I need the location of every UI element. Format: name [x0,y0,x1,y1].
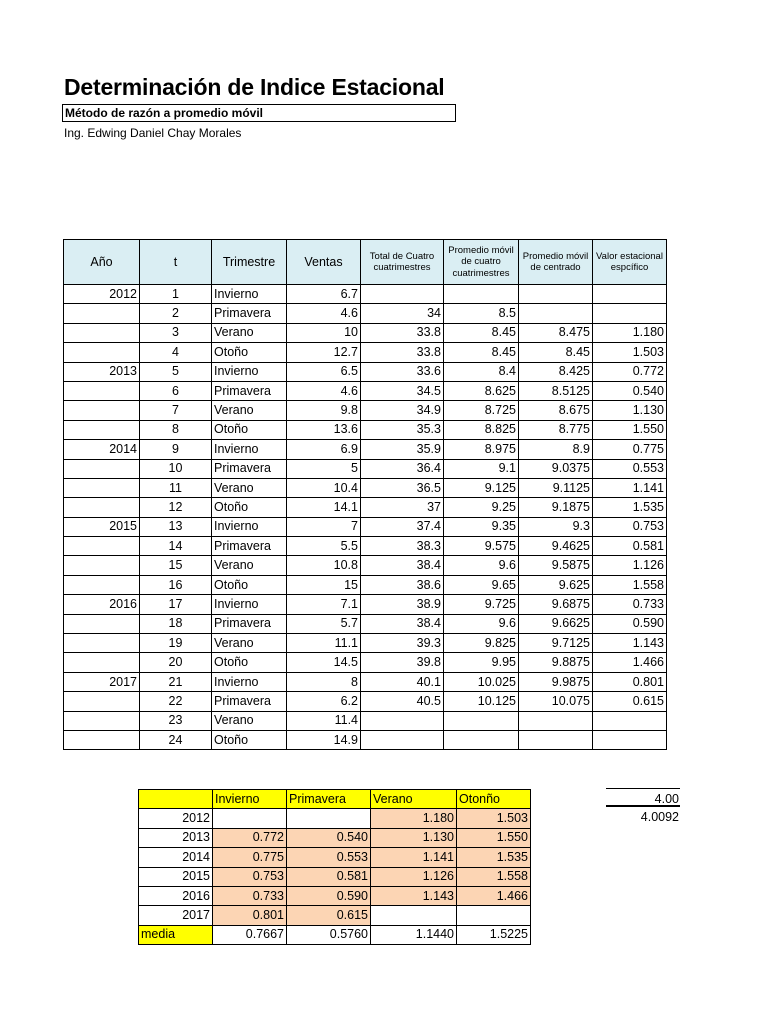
cell-valor-estacional: 1.503 [593,343,667,362]
summary-row [139,906,531,925]
cell-t: 11 [140,478,212,497]
cell-total-cuatro: 38.6 [361,575,444,594]
cell-valor-estacional: 1.143 [593,634,667,653]
cell-trimestre: Verano [212,634,287,653]
cell-total-cuatro: 40.5 [361,692,444,711]
cell-ventas: 6.9 [287,440,361,459]
cell-t: 20 [140,653,212,672]
cell-promedio-movil: 9.35 [444,517,519,536]
mean-primavera: 0.5760 [287,925,371,944]
cell-promedio-movil: 9.1 [444,459,519,478]
cell-ventas: 10.8 [287,556,361,575]
table-row [64,381,667,400]
cell-valor-estacional: 0.590 [593,614,667,633]
table-row [64,537,667,556]
cell-promedio-centrado: 9.1125 [519,478,593,497]
summary-year: 2013 [139,828,213,847]
cell-t: 9 [140,440,212,459]
summary-otono: 1.558 [457,867,531,886]
cell-ventas: 7.1 [287,595,361,614]
cell-valor-estacional [593,304,667,323]
cell-ano: 2013 [64,362,140,381]
cell-ventas: 5 [287,459,361,478]
seasonal-sum-exact: 4.0092 [640,810,679,824]
cell-promedio-movil [444,711,519,730]
cell-trimestre: Primavera [212,381,287,400]
cell-promedio-centrado: 9.5875 [519,556,593,575]
cell-valor-estacional [593,711,667,730]
cell-trimestre: Verano [212,323,287,342]
header-ventas: Ventas [287,240,361,285]
cell-promedio-centrado: 9.0375 [519,459,593,478]
cell-valor-estacional: 1.130 [593,401,667,420]
cell-promedio-movil: 9.125 [444,478,519,497]
cell-valor-estacional: 0.801 [593,672,667,691]
cell-valor-estacional: 0.733 [593,595,667,614]
summary-invierno: 0.753 [213,867,287,886]
cell-promedio-centrado: 9.4625 [519,537,593,556]
table-row [64,653,667,672]
table-row [64,517,667,536]
cell-trimestre: Primavera [212,304,287,323]
cell-total-cuatro: 39.8 [361,653,444,672]
cell-ano [64,459,140,478]
cell-t: 15 [140,556,212,575]
cell-ano [64,323,140,342]
cell-ano [64,556,140,575]
cell-promedio-centrado: 9.1875 [519,498,593,517]
cell-valor-estacional: 1.535 [593,498,667,517]
cell-ano [64,653,140,672]
cell-ventas: 6.2 [287,692,361,711]
cell-promedio-centrado: 9.8875 [519,653,593,672]
cell-total-cuatro [361,730,444,749]
cell-promedio-movil: 8.825 [444,420,519,439]
cell-t: 4 [140,343,212,362]
summary-header-otono: Otonño [457,790,531,809]
summary-invierno: 0.733 [213,886,287,905]
cell-trimestre: Verano [212,401,287,420]
summary-invierno: 0.775 [213,848,287,867]
cell-trimestre: Primavera [212,614,287,633]
cell-ventas: 7 [287,517,361,536]
summary-verano: 1.180 [371,809,457,828]
cell-t: 17 [140,595,212,614]
table-row [64,285,667,304]
summary-row [139,886,531,905]
cell-valor-estacional: 0.753 [593,517,667,536]
cell-ano [64,304,140,323]
cell-t: 16 [140,575,212,594]
cell-t: 12 [140,498,212,517]
summary-invierno [213,809,287,828]
page-title: Determinación de Indice Estacional [64,74,445,100]
summary-year: 2017 [139,906,213,925]
header-promedio-centrado: Promedio móvil de centrado [519,240,593,285]
cell-trimestre: Verano [212,478,287,497]
table-row [64,498,667,517]
cell-total-cuatro: 38.9 [361,595,444,614]
cell-promedio-movil: 8.625 [444,381,519,400]
cell-total-cuatro: 38.4 [361,614,444,633]
summary-row [139,828,531,847]
table-row [64,692,667,711]
mean-verano: 1.1440 [371,925,457,944]
cell-promedio-centrado: 10.075 [519,692,593,711]
table-row [64,575,667,594]
cell-trimestre: Invierno [212,440,287,459]
table-row [64,711,667,730]
cell-ano [64,711,140,730]
cell-promedio-centrado [519,304,593,323]
cell-promedio-movil: 9.25 [444,498,519,517]
cell-ventas: 13.6 [287,420,361,439]
table-row [64,343,667,362]
table-row [64,323,667,342]
cell-ano: 2017 [64,672,140,691]
cell-valor-estacional: 1.141 [593,478,667,497]
cell-ventas: 5.7 [287,614,361,633]
header-valor-estacional: Valor estacional espcífico [593,240,667,285]
summary-verano: 1.141 [371,848,457,867]
cell-trimestre: Otoño [212,498,287,517]
cell-total-cuatro: 38.3 [361,537,444,556]
cell-promedio-movil: 10.025 [444,672,519,691]
cell-t: 1 [140,285,212,304]
cell-ano [64,401,140,420]
cell-total-cuatro: 38.4 [361,556,444,575]
summary-otono: 1.535 [457,848,531,867]
summary-primavera: 0.590 [287,886,371,905]
seasonal-summary-table [138,789,531,945]
cell-total-cuatro: 33.8 [361,343,444,362]
cell-promedio-centrado: 8.475 [519,323,593,342]
summary-year: 2016 [139,886,213,905]
cell-trimestre: Invierno [212,672,287,691]
cell-total-cuatro: 36.4 [361,459,444,478]
summary-year: 2014 [139,848,213,867]
cell-trimestre: Invierno [212,362,287,381]
cell-total-cuatro: 33.6 [361,362,444,381]
cell-valor-estacional: 0.772 [593,362,667,381]
summary-row [139,867,531,886]
main-table-body [64,285,667,750]
table-row [64,672,667,691]
cell-t: 10 [140,459,212,478]
table-row [64,362,667,381]
cell-valor-estacional [593,285,667,304]
cell-total-cuatro: 37 [361,498,444,517]
cell-t: 6 [140,381,212,400]
cell-ventas: 5.5 [287,537,361,556]
cell-promedio-centrado: 9.9875 [519,672,593,691]
table-row [64,420,667,439]
cell-promedio-movil: 8.725 [444,401,519,420]
cell-ventas: 12.7 [287,343,361,362]
summary-header-primavera: Primavera [287,790,371,809]
cell-promedio-centrado [519,285,593,304]
cell-ano: 2012 [64,285,140,304]
summary-row [139,809,531,828]
cell-ventas: 8 [287,672,361,691]
cell-valor-estacional: 0.581 [593,537,667,556]
cell-promedio-centrado: 9.7125 [519,634,593,653]
summary-verano: 1.143 [371,886,457,905]
cell-promedio-centrado: 9.3 [519,517,593,536]
cell-ano [64,381,140,400]
cell-ventas: 14.5 [287,653,361,672]
cell-ventas: 14.1 [287,498,361,517]
cell-ano [64,498,140,517]
summary-primavera: 0.540 [287,828,371,847]
summary-primavera: 0.615 [287,906,371,925]
cell-promedio-centrado: 9.6875 [519,595,593,614]
summary-year: 2012 [139,809,213,828]
cell-trimestre: Primavera [212,459,287,478]
summary-row [139,848,531,867]
header-trimestre: Trimestre [212,240,287,285]
cell-trimestre: Primavera [212,692,287,711]
cell-promedio-centrado: 8.9 [519,440,593,459]
mean-label: media [139,925,213,944]
cell-promedio-centrado: 9.6625 [519,614,593,633]
cell-trimestre: Otoño [212,653,287,672]
cell-valor-estacional: 0.540 [593,381,667,400]
cell-total-cuatro: 40.1 [361,672,444,691]
summary-primavera: 0.553 [287,848,371,867]
cell-promedio-movil: 9.95 [444,653,519,672]
cell-t: 21 [140,672,212,691]
cell-ventas: 14.9 [287,730,361,749]
summary-primavera: 0.581 [287,867,371,886]
cell-ano [64,614,140,633]
cell-ano [64,634,140,653]
summary-verano: 1.130 [371,828,457,847]
cell-promedio-movil [444,285,519,304]
cell-promedio-centrado: 8.45 [519,343,593,362]
cell-ano [64,692,140,711]
table-row [64,556,667,575]
cell-t: 24 [140,730,212,749]
cell-ano: 2016 [64,595,140,614]
summary-header-row [139,790,531,809]
summary-invierno: 0.772 [213,828,287,847]
cell-ventas: 11.1 [287,634,361,653]
cell-ventas: 10.4 [287,478,361,497]
seasonal-sum-rounded: 4.00 [606,788,680,807]
table-row [64,440,667,459]
cell-promedio-movil: 8.975 [444,440,519,459]
cell-valor-estacional: 1.126 [593,556,667,575]
cell-promedio-centrado [519,711,593,730]
header-ano: Año [64,240,140,285]
table-row [64,459,667,478]
cell-ventas: 4.6 [287,381,361,400]
cell-ventas: 11.4 [287,711,361,730]
table-row [64,634,667,653]
cell-total-cuatro: 36.5 [361,478,444,497]
cell-total-cuatro: 34.9 [361,401,444,420]
cell-t: 2 [140,304,212,323]
cell-valor-estacional: 0.775 [593,440,667,459]
cell-promedio-centrado: 8.5125 [519,381,593,400]
cell-trimestre: Primavera [212,537,287,556]
cell-trimestre: Verano [212,711,287,730]
summary-primavera [287,809,371,828]
cell-trimestre: Otoño [212,420,287,439]
cell-total-cuatro [361,711,444,730]
summary-header-verano: Verano [371,790,457,809]
cell-ventas: 10 [287,323,361,342]
summary-mean-row [139,925,531,944]
cell-ventas: 6.5 [287,362,361,381]
summary-header-invierno: Invierno [213,790,287,809]
header-total-cuatro: Total de Cuatro cuatrimestres [361,240,444,285]
cell-trimestre: Invierno [212,517,287,536]
cell-valor-estacional: 0.553 [593,459,667,478]
cell-t: 18 [140,614,212,633]
table-row [64,401,667,420]
cell-ano [64,730,140,749]
cell-promedio-movil: 8.4 [444,362,519,381]
summary-otono: 1.466 [457,886,531,905]
cell-total-cuatro: 39.3 [361,634,444,653]
cell-ano [64,420,140,439]
table-row [64,478,667,497]
cell-t: 13 [140,517,212,536]
cell-trimestre: Verano [212,556,287,575]
cell-promedio-movil: 9.6 [444,556,519,575]
cell-trimestre: Otoño [212,343,287,362]
header-promedio-movil: Promedio móvil de cuatro cuatrimestres [444,240,519,285]
cell-total-cuatro: 34 [361,304,444,323]
summary-header-blank [139,790,213,809]
cell-promedio-centrado: 9.625 [519,575,593,594]
cell-promedio-movil [444,730,519,749]
cell-trimestre: Invierno [212,285,287,304]
summary-verano [371,906,457,925]
cell-ventas: 4.6 [287,304,361,323]
cell-promedio-movil: 10.125 [444,692,519,711]
cell-ano [64,343,140,362]
cell-t: 19 [140,634,212,653]
cell-valor-estacional [593,730,667,749]
cell-total-cuatro: 33.8 [361,323,444,342]
summary-verano: 1.126 [371,867,457,886]
cell-t: 22 [140,692,212,711]
cell-promedio-movil: 9.65 [444,575,519,594]
table-row [64,304,667,323]
summary-invierno: 0.801 [213,906,287,925]
mean-otono: 1.5225 [457,925,531,944]
table-row [64,595,667,614]
cell-total-cuatro [361,285,444,304]
cell-valor-estacional: 0.615 [593,692,667,711]
cell-promedio-movil: 9.6 [444,614,519,633]
mean-invierno: 0.7667 [213,925,287,944]
header-t: t [140,240,212,285]
cell-total-cuatro: 37.4 [361,517,444,536]
cell-trimestre: Otoño [212,730,287,749]
cell-promedio-movil: 9.825 [444,634,519,653]
cell-valor-estacional: 1.466 [593,653,667,672]
cell-t: 8 [140,420,212,439]
summary-otono [457,906,531,925]
cell-ventas: 9.8 [287,401,361,420]
author-name: Ing. Edwing Daniel Chay Morales [64,126,242,140]
cell-valor-estacional: 1.180 [593,323,667,342]
moving-average-table [63,239,667,750]
method-subtitle: Método de razón a promedio móvil [62,104,456,122]
cell-ano: 2014 [64,440,140,459]
cell-promedio-movil: 8.45 [444,323,519,342]
cell-ano: 2015 [64,517,140,536]
cell-valor-estacional: 1.558 [593,575,667,594]
cell-ano [64,537,140,556]
cell-promedio-movil: 9.575 [444,537,519,556]
summary-table-body [139,809,531,925]
cell-ano [64,478,140,497]
cell-total-cuatro: 34.5 [361,381,444,400]
table-row [64,730,667,749]
summary-year: 2015 [139,867,213,886]
cell-t: 14 [140,537,212,556]
cell-trimestre: Invierno [212,595,287,614]
cell-promedio-centrado: 8.425 [519,362,593,381]
cell-promedio-movil: 8.5 [444,304,519,323]
cell-promedio-centrado [519,730,593,749]
summary-otono: 1.503 [457,809,531,828]
cell-t: 5 [140,362,212,381]
cell-ventas: 6.7 [287,285,361,304]
cell-promedio-movil: 9.725 [444,595,519,614]
cell-t: 3 [140,323,212,342]
cell-total-cuatro: 35.9 [361,440,444,459]
cell-t: 23 [140,711,212,730]
cell-trimestre: Otoño [212,575,287,594]
cell-valor-estacional: 1.550 [593,420,667,439]
summary-otono: 1.550 [457,828,531,847]
cell-ano [64,575,140,594]
table-row [64,614,667,633]
cell-total-cuatro: 35.3 [361,420,444,439]
cell-promedio-centrado: 8.675 [519,401,593,420]
cell-promedio-centrado: 8.775 [519,420,593,439]
cell-ventas: 15 [287,575,361,594]
cell-t: 7 [140,401,212,420]
cell-promedio-movil: 8.45 [444,343,519,362]
